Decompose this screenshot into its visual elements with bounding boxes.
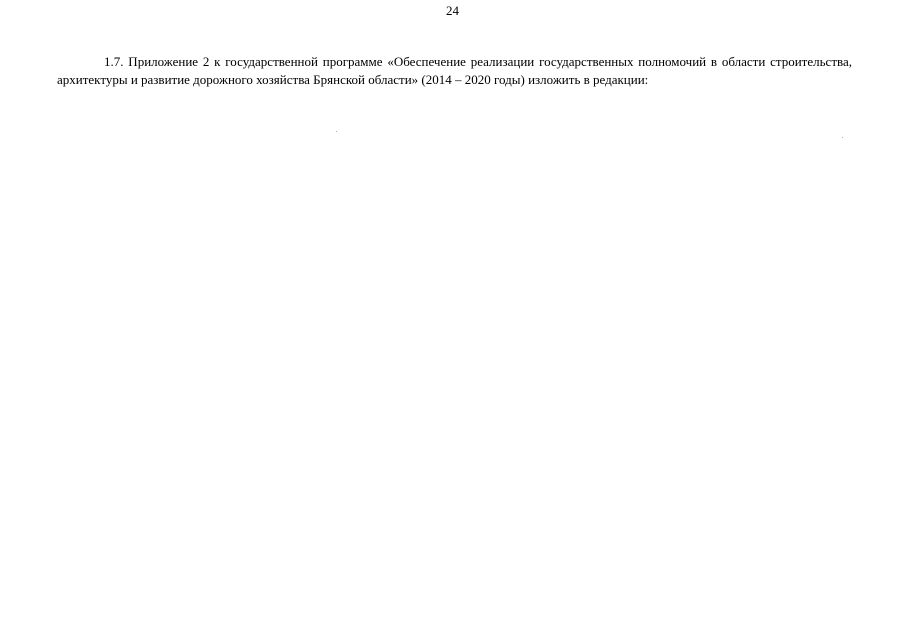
body-paragraph: 1.7. Приложение 2 к государственной программе «Обеспечение реализации государственных полномочий в области строительства, архитектуры и развитие дорожного хозяйства Брянской области» (2014 – 2020 годы) изложить в редакции:	[57, 54, 852, 87]
page-number: 24	[446, 3, 459, 18]
scan-speck	[336, 131, 337, 132]
scan-speck	[842, 137, 843, 138]
